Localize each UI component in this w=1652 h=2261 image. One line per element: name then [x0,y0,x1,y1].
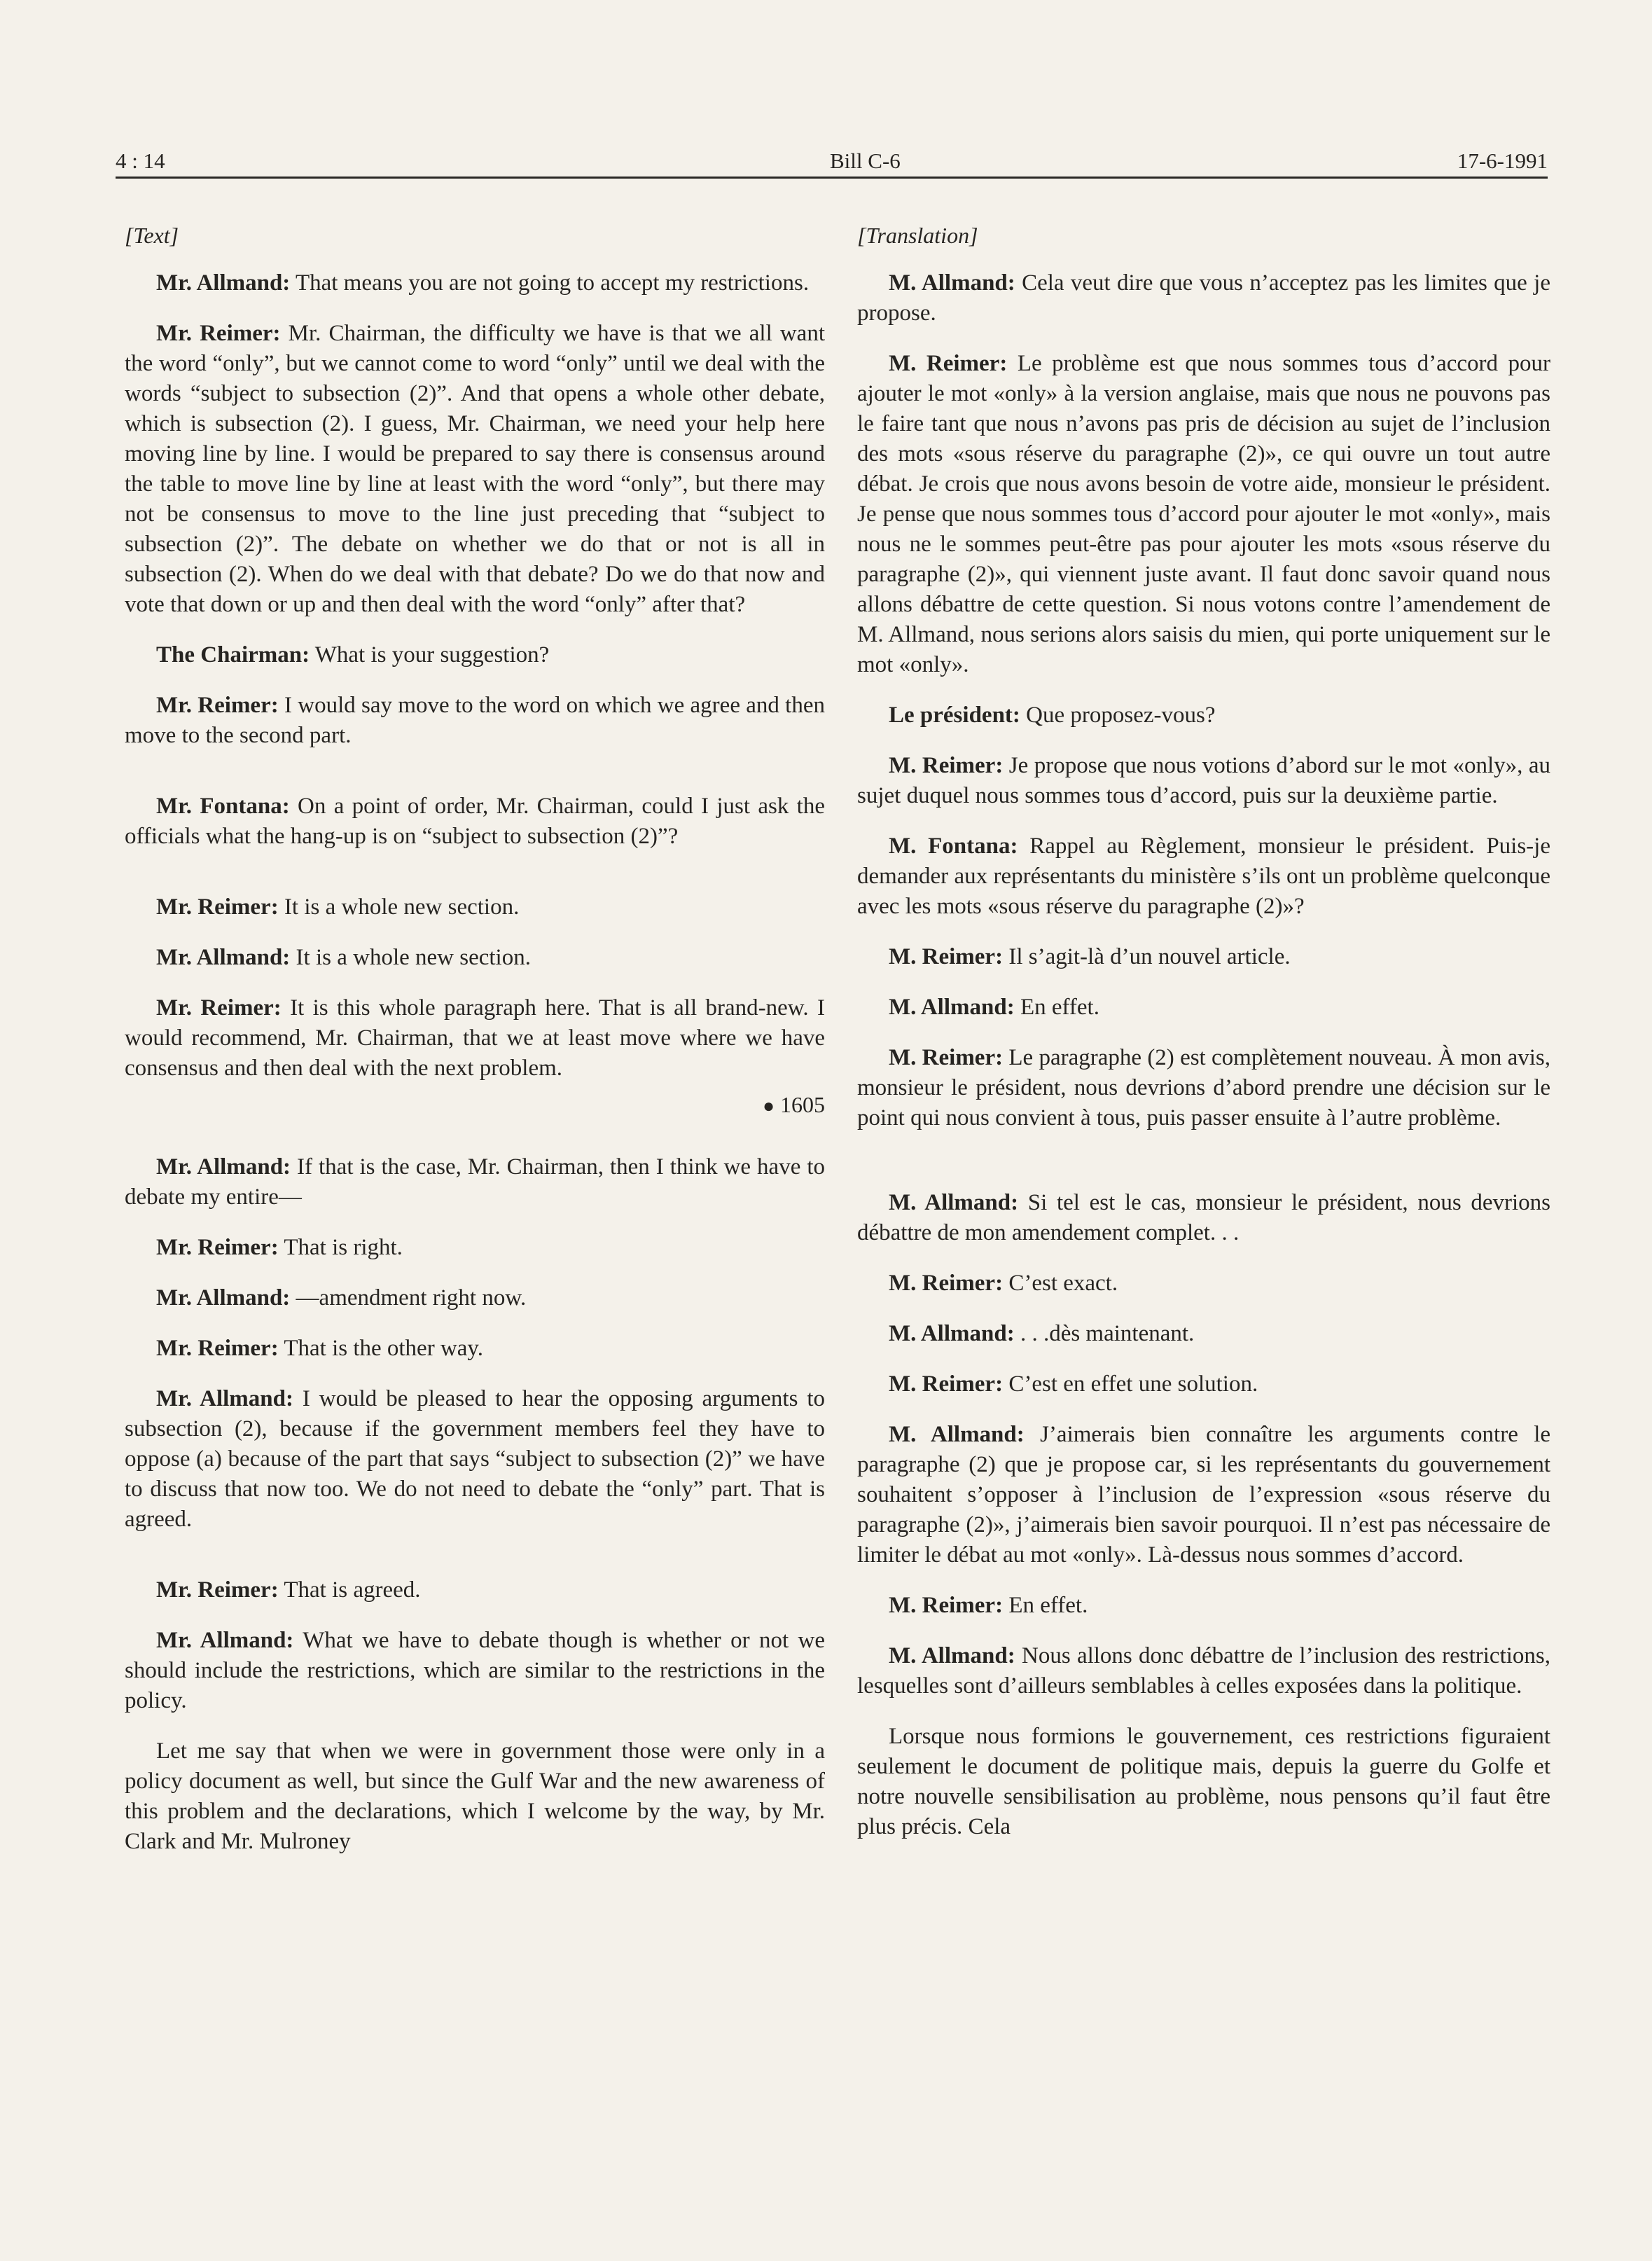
speech-text: Lorsque nous formions le gouvernement, ces restrictions figuraient seulement le document de politique mais, depuis la guerre du Golfe et notre nouvelle sensibilisation au problème, nous pensons qu’il faut être plus précis. Cela [857,1724,1550,1839]
speech-paragraph [857,1420,1550,1570]
speech-paragraph [857,1268,1550,1299]
speech-text: It is a whole new section. [290,945,531,970]
speech-paragraph [125,1233,825,1263]
speech-text: En effet. [1014,995,1099,1020]
speaker-name: Le président: [889,703,1020,728]
speech-paragraph [857,268,1550,329]
speaker-name: M. Reimer: [889,1045,1004,1070]
speech-paragraph [125,691,825,751]
speaker-name: M. Allmand: [889,1190,1019,1215]
speaker-name: Mr. Allmand: [156,1386,293,1411]
speaker-name: M. Reimer: [889,753,1004,778]
speaker-name: Mr. Allmand: [156,1285,291,1311]
speaker-name: Mr. Allmand: [156,945,291,970]
speech-text: Le problème est que nous sommes tous d’accord pour ajouter le mot «only» à la version anglaise, mais que nous ne pouvons pas le faire tant que nous n’avons pas pris de décision au sujet de l’inclusion des mots «sous réserve du paragraphe (2)», ce qui ouvre un tout autre débat. Je crois que nous avons besoin de votre aide, monsieur le président. Je pense que nous sommes tous d’accord pour ajouter le mot «only», mais nous ne le sommes peut-être pas pour ajouter les mots «sous réserve du paragraphe (2)», qui viennent juste avant. Il faut donc savoir quand nous allons débattre de cette question. Si nous votons contre l’amendement de M. Allmand, nous serions alors saisis du mien, qui porte uniquement sur le mot «only». [857,351,1550,677]
speech-text: Rappel au Règlement, monsieur le président. Puis-je demander aux représentants du ministère s’ils ont un problème quelconque avec les mots «sous réserve du paragraphe (2)»? [857,834,1550,919]
speech-text: If that is the case, Mr. Chairman, then I think we have to debate my entire— [125,1154,826,1210]
page-number: 4 : 14 [116,148,165,173]
speech-text: What is your suggestion? [310,642,550,668]
speech-paragraph [125,1334,825,1364]
speech-paragraph [125,268,825,298]
time-stamp [763,1092,825,1118]
sitting-date: 17-6-1991 [1457,148,1548,173]
speech-paragraph [125,1152,825,1212]
speech-paragraph [857,1188,1550,1248]
speaker-name: M. Reimer: [889,351,1008,376]
speech-paragraph [857,1591,1550,1621]
speaker-name: Mr. Reimer: [156,894,279,920]
speaker-name: M. Allmand: [889,1422,1025,1447]
speech-paragraph [857,942,1550,972]
speech-paragraph [857,1641,1550,1701]
speaker-name: M. Allmand: [889,270,1015,296]
speech-paragraph [125,1736,825,1857]
speech-text: —amendment right now. [290,1285,527,1311]
speech-text: I would be pleased to hear the opposing arguments to subsection (2), because if the government members feel they have to oppose (a) because of the part that says “subject to subsection (2)” we have to discuss that now too. We do not need to debate the “only” part. That is agreed. [125,1386,826,1532]
speech-paragraph [857,831,1550,922]
speech-text: En effet. [1003,1593,1088,1618]
speech-paragraph [857,993,1550,1023]
speech-paragraph [125,892,825,922]
speaker-name: M. Fontana: [889,834,1018,859]
speaker-name: Mr. Reimer: [156,693,279,718]
speech-text: That means you are not going to accept my restrictions. [290,270,810,296]
speech-text: Cela veut dire que vous n’acceptez pas les limites que je propose. [857,270,1550,326]
speech-paragraph [125,943,825,973]
speaker-name: Mr. Reimer: [156,1577,279,1603]
speech-text: What we have to debate though is whether or not we should include the restrictions, which are similar to the restrictions in the policy. [125,1628,826,1713]
speaker-name: Mr. Fontana: [156,794,290,819]
speech-text: Si tel est le cas, monsieur le président, nous devrions débattre de mon amendement complet. . . [857,1190,1550,1245]
english-column [125,223,825,1877]
speech-text: Je propose que nous votions d’abord sur le mot «only», au sujet duquel nous sommes tous d’accord, puis sur la deuxième partie. [857,753,1550,808]
speech-paragraph [125,640,825,670]
text-label: [Text] [125,223,179,248]
speech-paragraph [857,1319,1550,1349]
speaker-name: Mr. Allmand: [156,270,291,296]
speech-paragraph [857,1043,1550,1133]
speaker-name: M. Reimer: [889,1371,1004,1397]
speech-text: It is this whole paragraph here. That is all brand-new. I would recommend, Mr. Chairman, that we at least move where we have consensus and then deal with the next problem. [125,995,825,1081]
time-stamp-value: 1605 [780,1092,825,1117]
speech-text: I would say move to the word on which we agree and then move to the second part. [125,693,825,748]
speech-paragraph [857,751,1550,811]
speech-paragraph [857,1369,1550,1399]
speech-text: Que proposez-vous? [1020,703,1216,728]
speaker-name: The Chairman: [156,642,310,668]
speech-paragraph [125,1626,825,1716]
speech-text: On a point of order, Mr. Chairman, could I just ask the officials what the hang-up is on “subject to subsection (2)”? [125,794,826,849]
speech-text: That is agreed. [278,1577,421,1603]
speaker-name: M. Reimer: [889,944,1004,969]
speech-text: C’est en effet une solution. [1003,1371,1258,1397]
speech-paragraph [125,791,825,852]
speech-paragraph [125,1384,825,1535]
speech-text: Mr. Chairman, the difficulty we have is that we all want the word “only”, but we cannot come to word “only” until we deal with the words “subject to subsection (2)”. And that opens a whole other debate, which is subsection (2). I guess, Mr. Chairman, we need your help here moving line by line. I would be prepared to say there is consensus around the table to move line by line at least with the word “only”, but there may not be consensus to move to the line just preceding that “subject to subsection (2)”. The debate on whether we do that or not is all in subsection (2). When do we deal with that debate? Do we do that now and vote that down or up and then deal with the word “only” after that? [125,321,825,617]
speech-paragraph [125,319,825,620]
speech-text: J’aimerais bien connaître les arguments contre le paragraphe (2) que je propose car, si les représentants du gouvernement souhaitent s’opposer à l’inclusion de l’expression «sous réserve du paragraphe (2)», j’aimerais bien savoir pourquoi. Il n’est pas nécessaire de limiter le débat au mot «only». Là-dessus nous sommes d’accord. [857,1422,1551,1568]
speaker-name: Mr. Allmand: [156,1628,294,1653]
speech-text: That is right. [278,1235,403,1260]
speech-paragraph [125,993,825,1084]
speech-text: It is a whole new section. [278,894,520,920]
speech-paragraph [857,349,1550,680]
speech-text: C’est exact. [1003,1271,1118,1296]
speaker-name: Mr. Reimer: [156,1235,279,1260]
speaker-name: M. Allmand: [889,1643,1015,1668]
speech-text: Let me say that when we were in government those were only in a policy document as well, but since the Gulf War and the new awareness of this problem and the declarations, which I welcome by the way, by Mr. Clark and Mr. Mulroney [125,1738,825,1854]
speaker-name: Mr. Reimer: [156,321,281,346]
speaker-name: Mr. Reimer: [156,995,282,1021]
speech-paragraph [125,1575,825,1605]
speaker-name: M. Allmand: [889,1321,1015,1346]
speaker-name: M. Reimer: [889,1593,1004,1618]
speaker-name: Mr. Allmand: [156,1154,291,1180]
speaker-name: M. Reimer: [889,1271,1004,1296]
french-column [857,223,1550,1862]
speech-paragraph [857,700,1550,731]
speech-text: Nous allons donc débattre de l’inclusion des restrictions, lesquelles sont d’ailleurs semblables à celles exposées dans la politique. [857,1643,1550,1699]
speech-text: Le paragraphe (2) est complètement nouveau. À mon avis, monsieur le président, nous devrions d’abord prendre une décision sur le point qui nous convient à tous, puis passer ensuite à l’autre problème. [857,1045,1551,1130]
speech-paragraph [125,1283,825,1313]
speaker-name: M. Allmand: [889,995,1015,1020]
speaker-name: Mr. Reimer: [156,1336,279,1361]
speech-text: . . .dès maintenant. [1014,1321,1195,1346]
page-header [116,148,1548,179]
bullet-icon: ● [763,1095,775,1117]
time-stamp-row [125,1092,825,1152]
translation-label: [Translation] [857,223,978,248]
speech-paragraph [857,1722,1550,1842]
speech-text: That is the other way. [278,1336,484,1361]
speech-text: Il s’agit-là d’un nouvel article. [1003,944,1291,969]
bill-title: Bill C-6 [830,148,901,173]
